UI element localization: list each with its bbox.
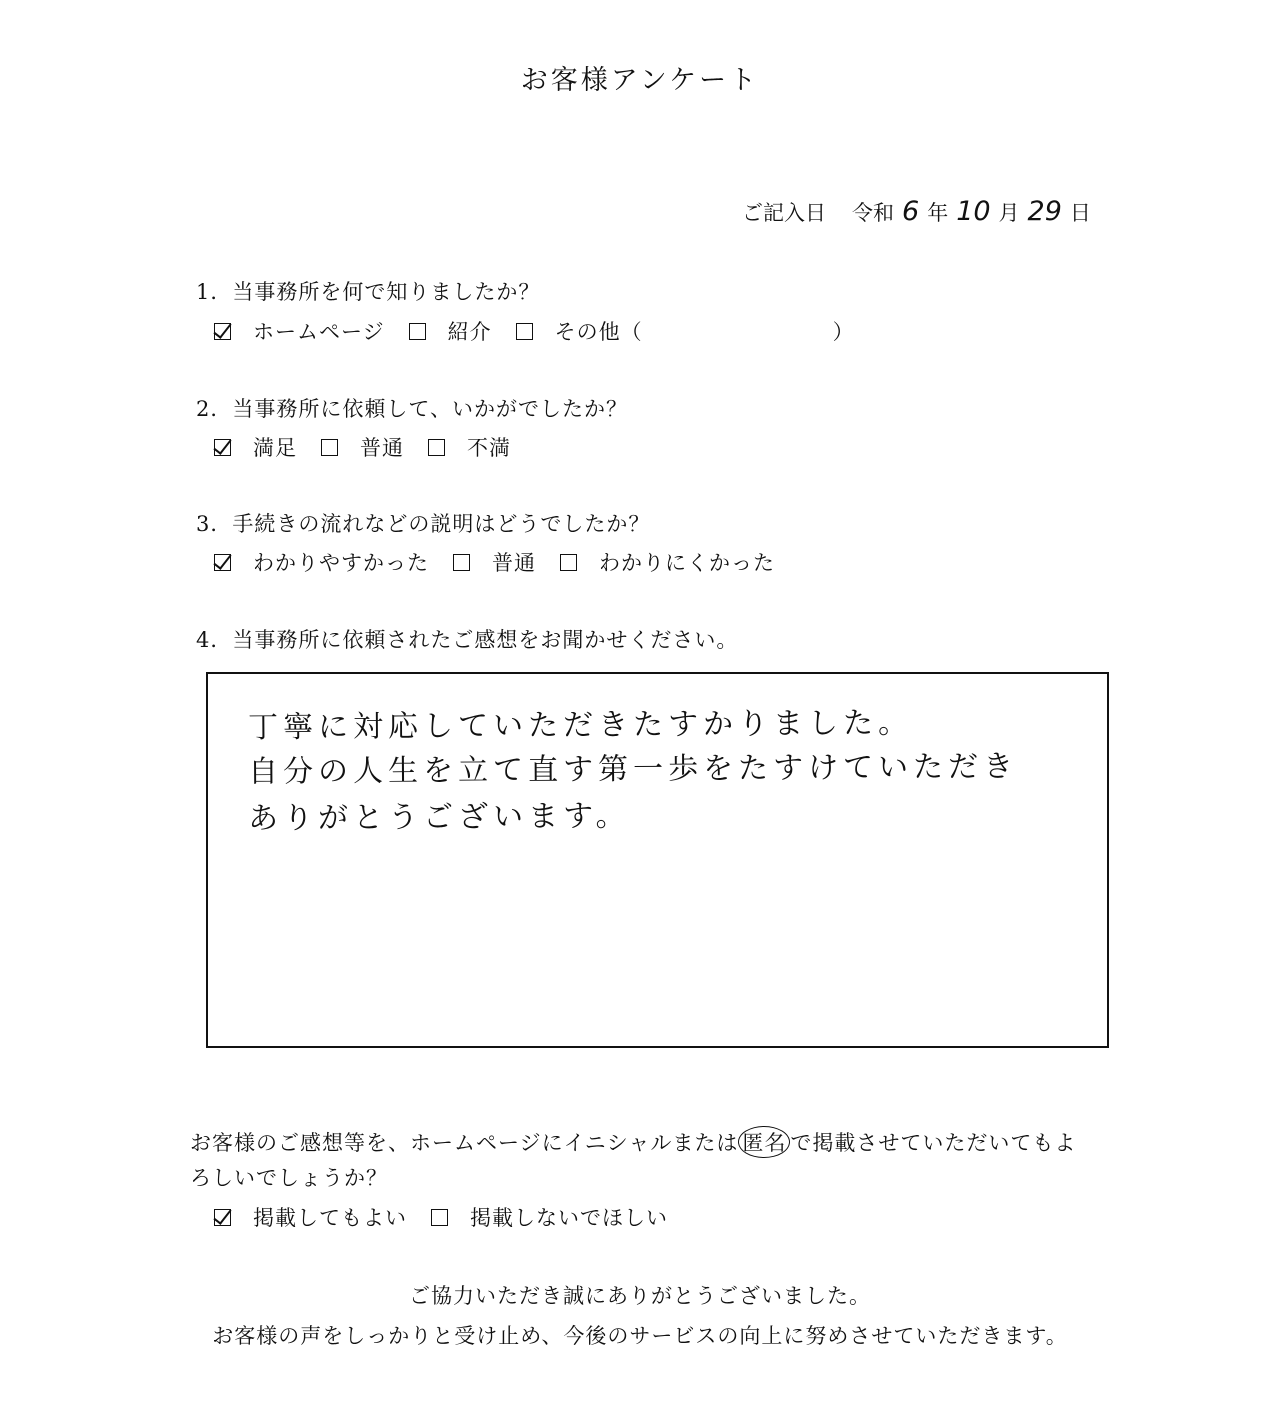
consent-question-line-2: ろしいでしょうか？ [190,1166,388,1190]
answer-line-1: 丁寧に対応していただきたすかりました。 [247,705,914,746]
consent-text-after: で掲載させていただいてもよ [790,1131,1077,1155]
q1-homepage-label: ホームページ [253,320,385,344]
footer-thanks: ご協力いただき誠にありがとうございました。 [409,1284,871,1308]
date-year-unit: 年 [927,201,949,225]
q3-clear-label: わかりやすかった [253,551,429,575]
date-day: 29 [1027,196,1062,227]
q2-dissatisfied-checkbox[interactable] [428,439,445,456]
consent-allow-label: 掲載してもよい [253,1206,407,1230]
q1-referral-label: 紹介 [447,320,492,344]
q3-clear-checkbox[interactable] [214,554,231,571]
q2-normal-checkbox[interactable] [321,439,338,456]
question-3: 3．手続きの流れなどの説明はどうでしたか？ [196,512,651,536]
question-1-options [214,316,855,346]
q2-normal-label: 普通 [360,436,404,460]
date-day-unit: 日 [1069,201,1091,225]
date-label: ご記入日 [742,201,826,225]
question-3-options [214,547,799,577]
q2-satisfied-label: 満足 [253,436,297,460]
consent-deny-checkbox[interactable] [431,1209,448,1226]
question-2-options [214,432,535,462]
q3-unclear-checkbox[interactable] [560,554,577,571]
survey-title: お客様アンケート [520,65,760,96]
consent-allow-checkbox[interactable] [214,1209,231,1226]
q3-normal-checkbox[interactable] [453,554,470,571]
q1-other-close: ） [832,320,855,344]
q3-normal-label: 普通 [492,551,536,575]
date-month: 10 [956,196,991,227]
date-month-unit: 月 [998,201,1020,225]
answer-line-3: ありがとうございます。 [247,798,631,837]
q1-referral-checkbox[interactable] [409,323,426,340]
answer-line-2: 自分の人生を立て直す第一歩をたすけていただき [247,749,1019,790]
q1-other-checkbox[interactable] [516,323,533,340]
q1-homepage-checkbox[interactable] [214,323,231,340]
question-1: 1．当事務所を何で知りましたか？ [196,280,541,304]
question-2: 2．当事務所に依頼して、いかがでしたか？ [196,397,628,421]
q2-satisfied-checkbox[interactable] [214,439,231,456]
question-4: 4．当事務所に依頼されたご感想をお聞かせください。 [196,628,739,652]
consent-text-before: お客様のご感想等を、ホームページにイニシャルまたは [190,1131,739,1155]
consent-question-line-1 [190,1126,1076,1158]
consent-anonymous-circled: 匿名 [738,1126,790,1158]
consent-options [214,1202,692,1232]
impression-answer-box[interactable] [206,672,1109,1048]
q3-unclear-label: わかりにくかった [599,551,775,575]
q1-other-label: その他（ [554,320,643,344]
date-row [742,196,1091,227]
q2-dissatisfied-label: 不満 [467,436,511,460]
date-era: 令和 [852,201,894,225]
date-year: 6 [902,196,920,227]
footer-commitment: お客様の声をしっかりと受け止め、今後のサービスの向上に努めさせていただきます。 [212,1324,1068,1348]
consent-deny-label: 掲載しないでほしい [470,1206,668,1230]
